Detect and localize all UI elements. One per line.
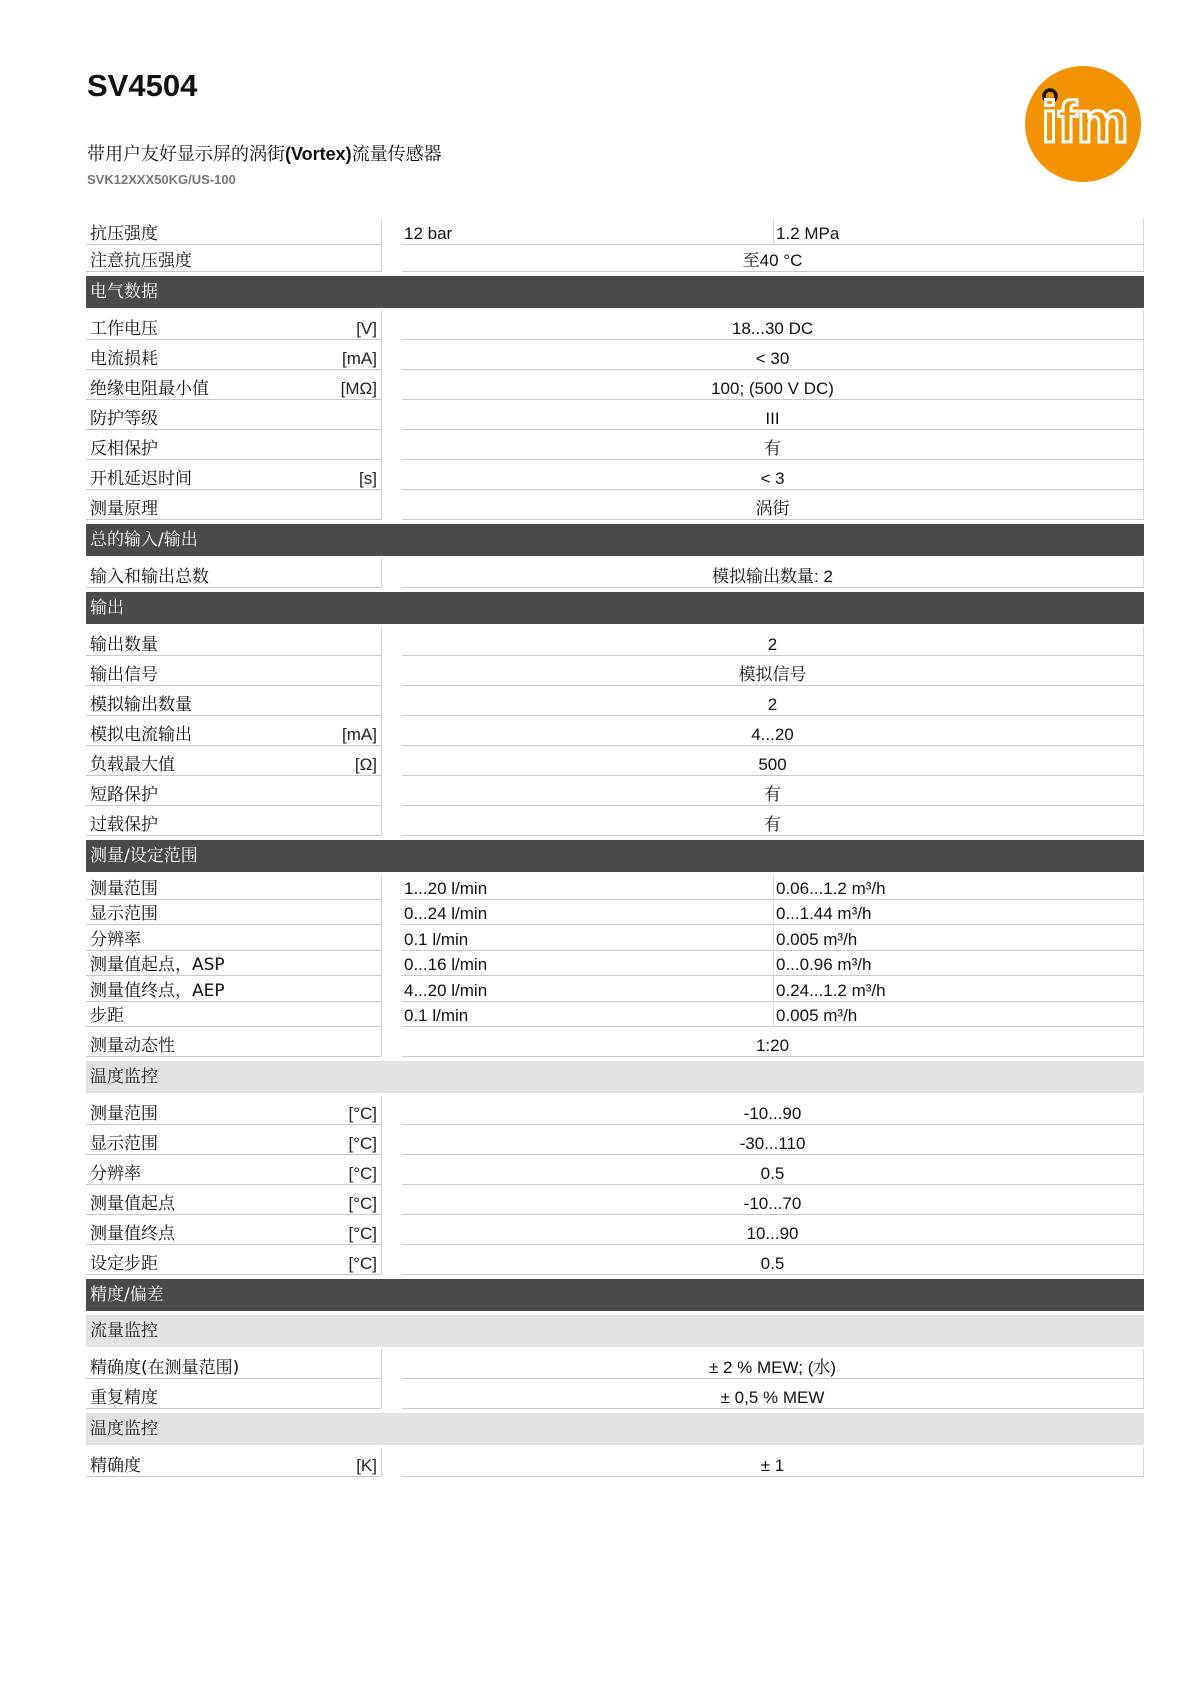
value-cell: 1:20	[402, 1027, 1144, 1057]
label-text: 测量值起点，ASP	[90, 955, 225, 975]
spec-row	[86, 1185, 1144, 1215]
label-text: 防护等级	[90, 409, 158, 429]
unit-text: [mA]	[342, 349, 377, 368]
value-cell: 12 bar	[402, 218, 774, 245]
label-text: 绝缘电阻最小值	[90, 379, 209, 399]
label-text: 短路保护	[90, 785, 158, 805]
spec-row	[86, 460, 1144, 490]
row-label	[86, 656, 382, 686]
value-cell: 模拟输出数量: 2	[402, 558, 1144, 588]
value-cell: 0...24 l/min	[402, 900, 774, 926]
cell-gap	[382, 900, 402, 926]
row-label	[86, 1027, 382, 1057]
cell-gap	[382, 1245, 402, 1275]
label-text: 测量值起点	[90, 1194, 175, 1214]
spec-row	[86, 218, 1144, 245]
spec-row	[86, 776, 1144, 806]
cell-gap	[382, 976, 402, 1002]
unit-text: [mA]	[342, 725, 377, 744]
value-cell: 4...20	[402, 716, 1144, 746]
label-text: 测量原理	[90, 499, 158, 519]
label-text: 模拟输出数量	[90, 695, 192, 715]
cell-gap	[382, 1095, 402, 1125]
subsection-header: 温度监控	[86, 1061, 1144, 1093]
cell-gap	[382, 776, 402, 806]
spec-row	[86, 430, 1144, 460]
unit-text: [°C]	[348, 1164, 377, 1183]
cell-gap	[382, 1447, 402, 1477]
row-label	[86, 430, 382, 460]
value-cell: III	[402, 400, 1144, 430]
spec-row	[86, 1447, 1144, 1477]
value-cell: < 3	[402, 460, 1144, 490]
value-cell: 0.5	[402, 1155, 1144, 1185]
value-cell-secondary: 0.24...1.2 m³/h	[774, 976, 1144, 1002]
label-text: 电流损耗	[90, 349, 158, 369]
label-text: 抗压强度	[90, 224, 158, 244]
ifm-logo-icon	[1024, 65, 1142, 183]
cell-gap	[382, 874, 402, 900]
label-text: 测量动态性	[90, 1036, 175, 1056]
value-cell: -30...110	[402, 1125, 1144, 1155]
unit-text: [°C]	[348, 1194, 377, 1213]
spec-row	[86, 925, 1144, 951]
row-label	[86, 218, 382, 245]
label-text: 工作电压	[90, 319, 158, 339]
value-cell: 涡街	[402, 490, 1144, 520]
cell-gap	[382, 558, 402, 588]
cell-gap	[382, 460, 402, 490]
value-cell: 至40 °C	[402, 245, 1144, 272]
cell-gap	[382, 310, 402, 340]
value-cell-secondary: 0.06...1.2 m³/h	[774, 874, 1144, 900]
spec-row	[86, 1379, 1144, 1409]
spec-row	[86, 245, 1144, 272]
value-cell: 4...20 l/min	[402, 976, 774, 1002]
section-header: 总的输入/输出	[86, 524, 1144, 556]
unit-text: [K]	[356, 1456, 377, 1475]
label-text: 注意抗压强度	[90, 251, 192, 271]
label-text: 精确度(在测量范围)	[90, 1358, 240, 1378]
row-label	[86, 925, 382, 951]
label-text: 输出数量	[90, 635, 158, 655]
cell-gap	[382, 400, 402, 430]
row-label	[86, 460, 382, 490]
spec-row	[86, 1002, 1144, 1028]
value-cell: 有	[402, 776, 1144, 806]
spec-row	[86, 900, 1144, 926]
cell-gap	[382, 951, 402, 977]
spec-row	[86, 340, 1144, 370]
cell-gap	[382, 746, 402, 776]
label-text: 显示范围	[90, 1134, 158, 1154]
row-label	[86, 340, 382, 370]
section-header: 精度/偏差	[86, 1279, 1144, 1311]
label-text: 测量范围	[90, 1104, 158, 1124]
logo-text: ifm	[1041, 90, 1129, 155]
value-cell: 有	[402, 430, 1144, 460]
cell-gap	[382, 490, 402, 520]
cell-gap	[382, 626, 402, 656]
unit-text: [°C]	[348, 1104, 377, 1123]
value-cell-secondary: 0.005 m³/h	[774, 925, 1144, 951]
spec-row	[86, 400, 1144, 430]
spec-row	[86, 716, 1144, 746]
spec-row	[86, 490, 1144, 520]
subsection-header: 温度监控	[86, 1413, 1144, 1445]
row-label	[86, 874, 382, 900]
spec-row	[86, 806, 1144, 836]
row-label	[86, 1155, 382, 1185]
value-cell: 18...30 DC	[402, 310, 1144, 340]
label-text: 模拟电流输出	[90, 725, 192, 745]
label-text: 反相保护	[90, 439, 158, 459]
row-label	[86, 626, 382, 656]
row-label	[86, 1447, 382, 1477]
cell-gap	[382, 370, 402, 400]
unit-text: [s]	[359, 469, 377, 488]
row-label	[86, 1002, 382, 1028]
spec-row	[86, 558, 1144, 588]
label-text: 显示范围	[90, 904, 158, 924]
spec-row	[86, 874, 1144, 900]
cell-gap	[382, 1215, 402, 1245]
value-cell: 10...90	[402, 1215, 1144, 1245]
value-cell: -10...70	[402, 1185, 1144, 1215]
spec-row	[86, 370, 1144, 400]
row-label	[86, 1215, 382, 1245]
row-label	[86, 976, 382, 1002]
label-text: 输出信号	[90, 665, 158, 685]
spec-row	[86, 1245, 1144, 1275]
spec-row	[86, 1155, 1144, 1185]
section-header: 测量/设定范围	[86, 840, 1144, 872]
cell-gap	[382, 1155, 402, 1185]
row-label	[86, 686, 382, 716]
value-cell: 模拟信号	[402, 656, 1144, 686]
spec-row	[86, 976, 1144, 1002]
label-text: 开机延迟时间	[90, 469, 192, 489]
value-cell: 0.5	[402, 1245, 1144, 1275]
value-cell: ± 0,5 % MEW	[402, 1379, 1144, 1409]
value-cell-secondary: 0.005 m³/h	[774, 1002, 1144, 1028]
value-cell: 100; (500 V DC)	[402, 370, 1144, 400]
section-header: 输出	[86, 592, 1144, 624]
spec-row	[86, 1125, 1144, 1155]
cell-gap	[382, 430, 402, 460]
row-label	[86, 1379, 382, 1409]
row-label	[86, 490, 382, 520]
label-text: 输入和输出总数	[90, 567, 209, 587]
row-label	[86, 806, 382, 836]
cell-gap	[382, 1002, 402, 1028]
unit-text: [°C]	[348, 1134, 377, 1153]
value-cell-secondary: 0...1.44 m³/h	[774, 900, 1144, 926]
description-part: 带用户友好显示屏的涡街	[87, 144, 285, 165]
cell-gap	[382, 925, 402, 951]
row-label	[86, 776, 382, 806]
row-label	[86, 558, 382, 588]
row-label	[86, 1245, 382, 1275]
value-cell: 500	[402, 746, 1144, 776]
value-cell: 2	[402, 626, 1144, 656]
value-cell: 1...20 l/min	[402, 874, 774, 900]
cell-gap	[382, 218, 402, 245]
cell-gap	[382, 1185, 402, 1215]
unit-text: [°C]	[348, 1224, 377, 1243]
section-header: 电气数据	[86, 276, 1144, 308]
product-title: SV4504	[87, 68, 198, 103]
row-label	[86, 951, 382, 977]
row-label	[86, 1125, 382, 1155]
value-cell: 0.1 l/min	[402, 1002, 774, 1028]
cell-gap	[382, 340, 402, 370]
spec-table	[86, 218, 1144, 1477]
spec-row	[86, 310, 1144, 340]
unit-text: [V]	[356, 319, 377, 338]
spec-row	[86, 1349, 1144, 1379]
row-label	[86, 900, 382, 926]
cell-gap	[382, 656, 402, 686]
product-description	[87, 140, 442, 166]
spec-row	[86, 626, 1144, 656]
label-text: 测量值终点	[90, 1224, 175, 1244]
row-label	[86, 716, 382, 746]
label-text: 分辨率	[90, 929, 141, 950]
row-label	[86, 1185, 382, 1215]
label-text: 负载最大值	[90, 755, 175, 775]
cell-gap	[382, 1349, 402, 1379]
label-text: 测量值终点，AEP	[90, 980, 225, 1001]
cell-gap	[382, 1027, 402, 1057]
unit-text: [MΩ]	[340, 379, 377, 398]
unit-text: [Ω]	[354, 755, 377, 774]
value-cell: 0...16 l/min	[402, 951, 774, 977]
spec-row	[86, 951, 1144, 977]
value-cell: < 30	[402, 340, 1144, 370]
spec-row	[86, 1027, 1144, 1057]
row-label	[86, 310, 382, 340]
row-label	[86, 746, 382, 776]
description-part: 流量传感器	[351, 144, 442, 165]
label-text: 设定步距	[90, 1254, 158, 1274]
row-label	[86, 1349, 382, 1379]
cell-gap	[382, 806, 402, 836]
subsection-header: 流量监控	[86, 1315, 1144, 1347]
spec-row	[86, 1095, 1144, 1125]
cell-gap	[382, 245, 402, 272]
row-label	[86, 370, 382, 400]
row-label	[86, 1095, 382, 1125]
spec-row	[86, 686, 1144, 716]
value-cell: 0.1 l/min	[402, 925, 774, 951]
label-text: 分辨率	[90, 1164, 141, 1184]
value-cell: -10...90	[402, 1095, 1144, 1125]
cell-gap	[382, 686, 402, 716]
value-cell: ± 2 % MEW; (水)	[402, 1349, 1144, 1379]
label-text: 精确度	[90, 1456, 141, 1476]
label-text: 过载保护	[90, 815, 158, 835]
spec-row	[86, 656, 1144, 686]
description-bold: (Vortex)	[285, 144, 352, 164]
spec-row	[86, 746, 1144, 776]
value-cell-secondary: 0...0.96 m³/h	[774, 951, 1144, 977]
cell-gap	[382, 716, 402, 746]
value-cell: 2	[402, 686, 1144, 716]
cell-gap	[382, 1125, 402, 1155]
unit-text: [°C]	[348, 1254, 377, 1273]
value-cell: 有	[402, 806, 1144, 836]
cell-gap	[382, 1379, 402, 1409]
value-cell: ± 1	[402, 1447, 1144, 1477]
label-text: 步距	[90, 1006, 124, 1026]
value-cell-secondary: 1.2 MPa	[774, 218, 1144, 245]
label-text: 测量范围	[90, 878, 158, 899]
label-text: 重复精度	[90, 1388, 158, 1408]
spec-row	[86, 1215, 1144, 1245]
row-label	[86, 245, 382, 272]
product-code: SVK12XXX50KG/US-100	[87, 172, 236, 187]
row-label	[86, 400, 382, 430]
